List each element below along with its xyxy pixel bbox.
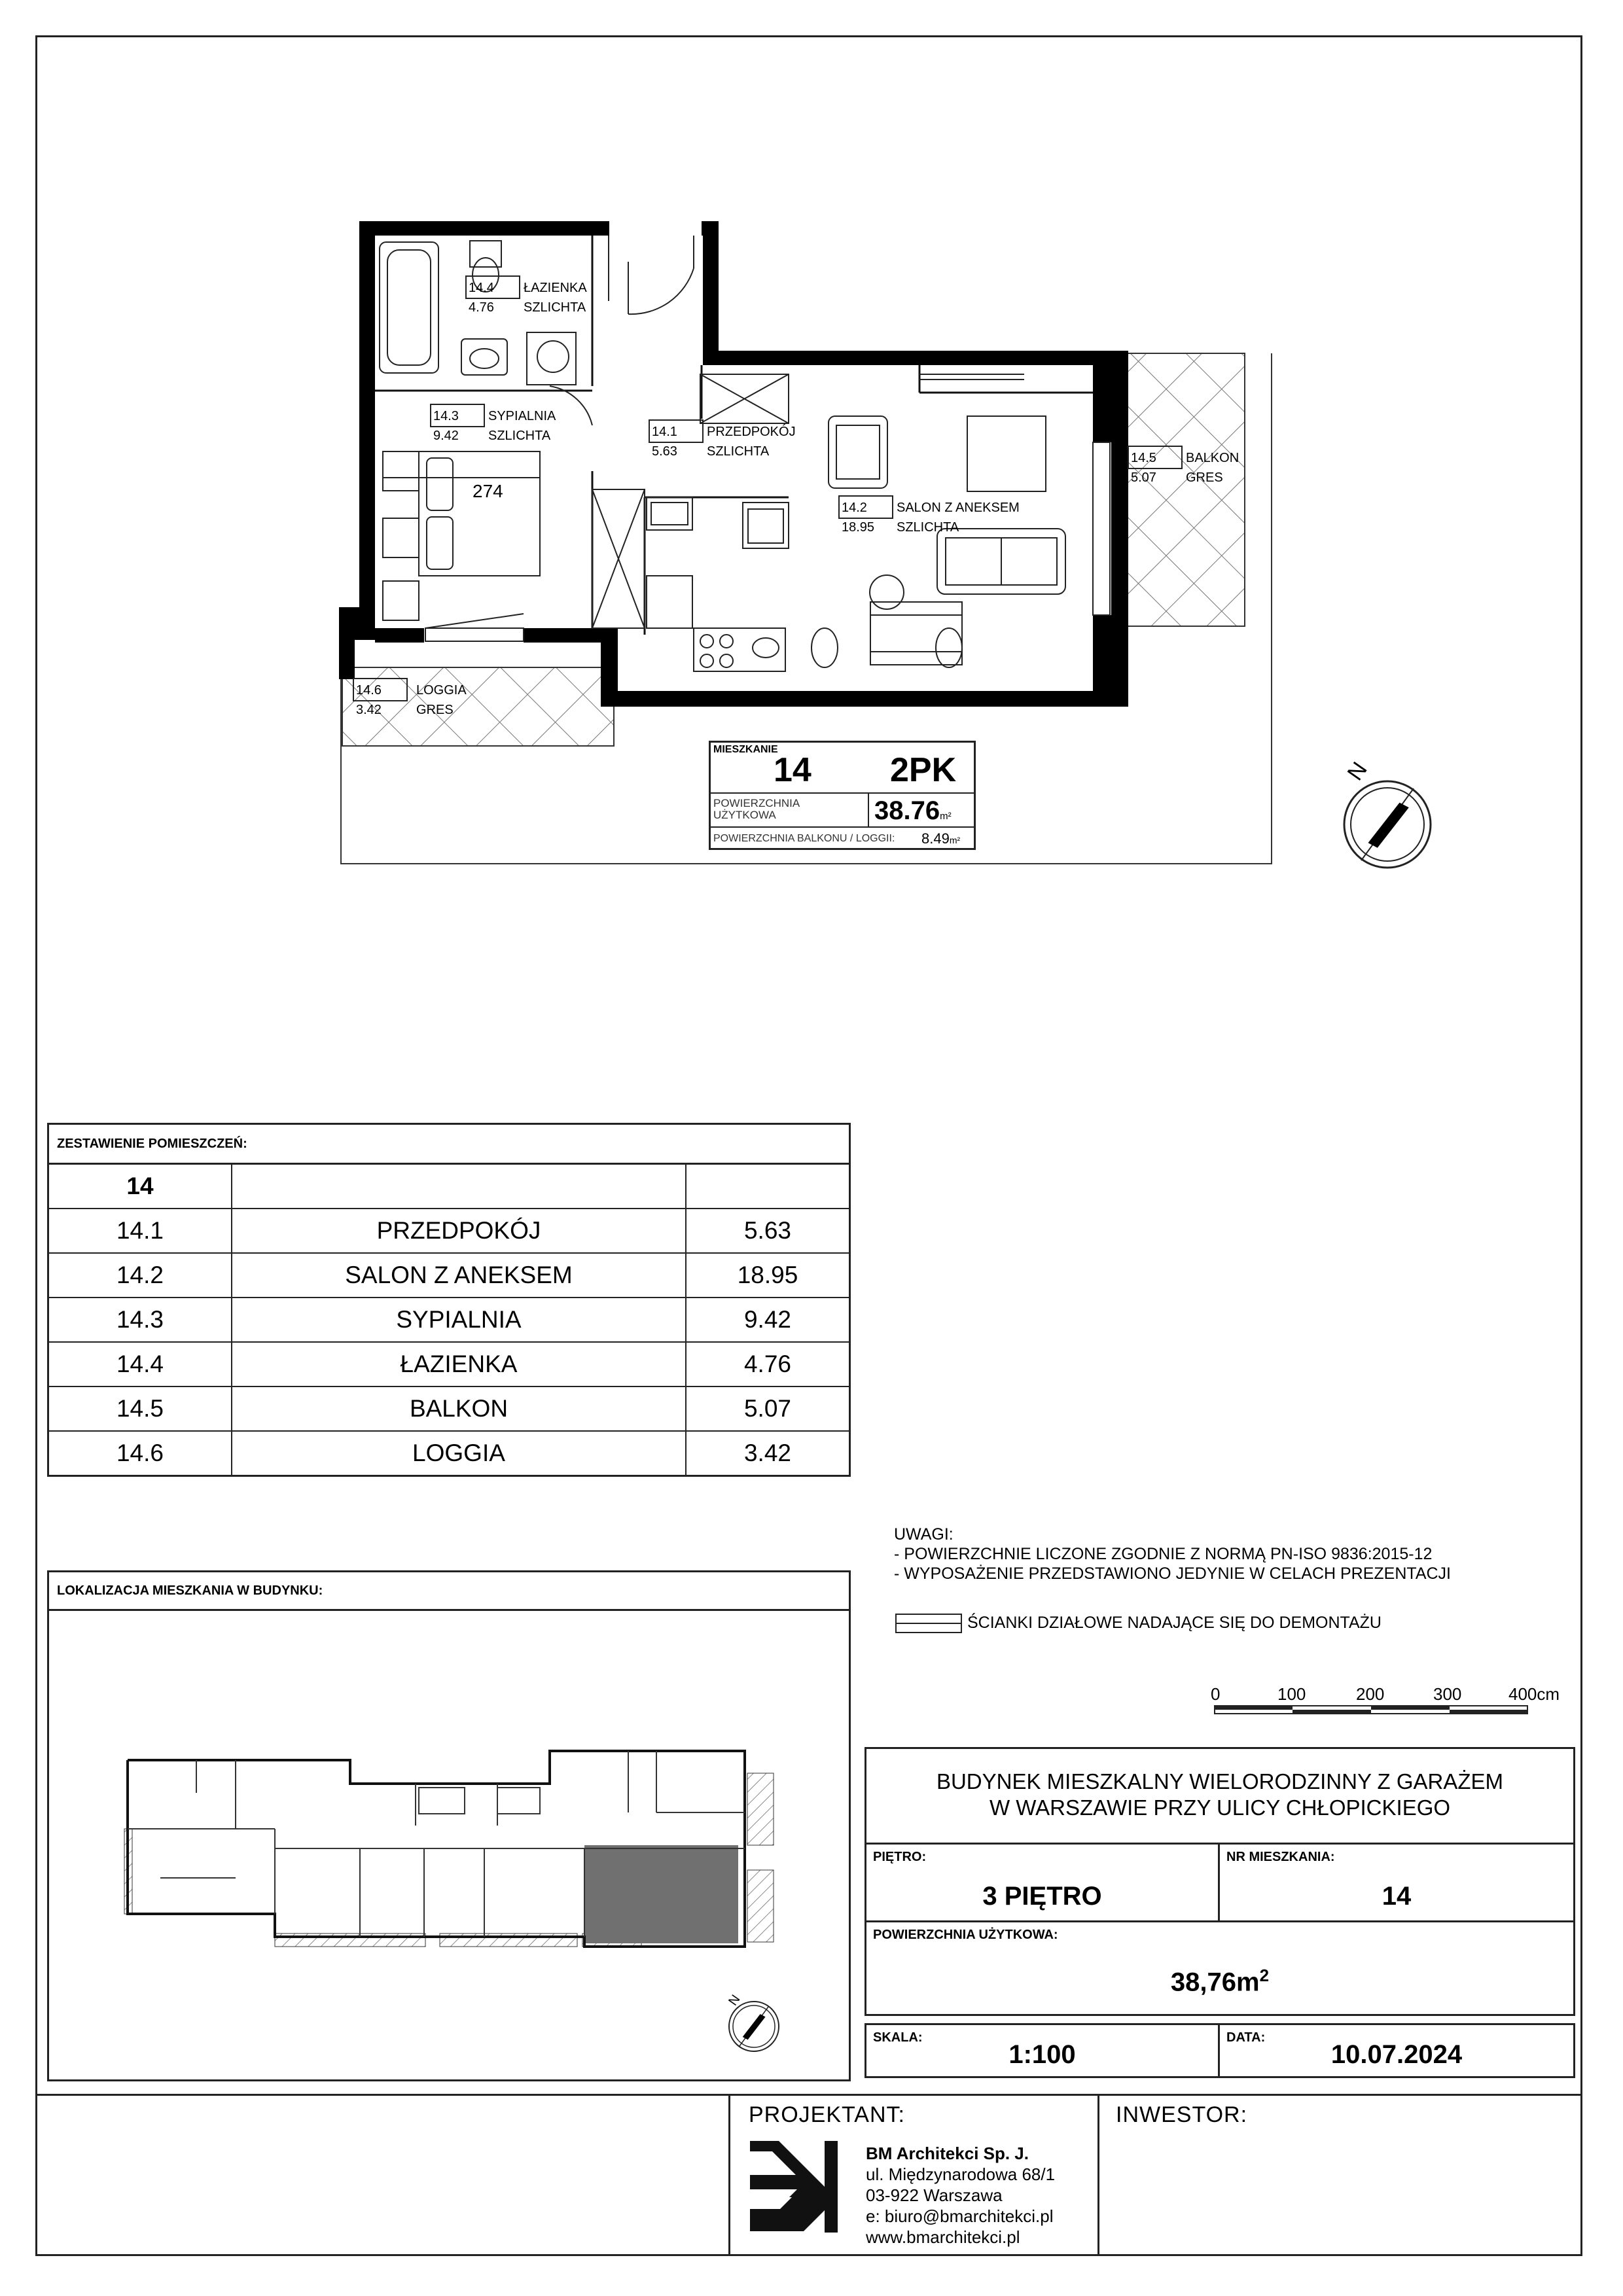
date-label: DATA: (1226, 2030, 1266, 2045)
living-area: 18.95 (842, 520, 875, 535)
company-web: www.bmarchitekci.pl (866, 2227, 1020, 2247)
table-row (49, 1342, 849, 1386)
room-name: SYPIALNIA (232, 1298, 686, 1342)
usable-value: 38.76m² (874, 796, 952, 825)
room-id: 14.5 (49, 1386, 232, 1431)
unit-label: MIESZKANIE (713, 744, 778, 755)
footer-divider (35, 2094, 1582, 2096)
dimension-label: 274 (473, 481, 503, 501)
legend-symbol (895, 1614, 962, 1633)
balcony-area-value: 8.49m² (921, 830, 961, 847)
company-logo-icon (746, 2138, 844, 2236)
footer-divider-v (728, 2094, 730, 2256)
notes-line: - POWIERZCHNIE LICZONE ZGODNIE Z NORMĄ PN-ISO 9836:2015-12 (894, 1545, 1433, 1563)
scale-label: 200 (1356, 1684, 1385, 1704)
room-id: 14.1 (49, 1209, 232, 1253)
notes-title: UWAGI: (894, 1525, 954, 1544)
room-area: 9.42 (686, 1298, 849, 1342)
hall-finish: SZLICHTA (707, 444, 770, 459)
area-value: $38,76m^2$ (1170, 1965, 1270, 1996)
table-row (49, 1253, 849, 1298)
floor-value: 3 PIĘTRO (982, 1882, 1102, 1911)
company-address-2: 03-922 Warszawa (866, 2185, 1003, 2205)
bath-finish: SZLICHTA (524, 300, 586, 315)
table-row (49, 1386, 849, 1431)
location-title: LOKALIZACJA MIESZKANIA W BUDYNKU: (49, 1572, 849, 1611)
footer-divider-v (1097, 2094, 1099, 2256)
scale-label: 0 (1211, 1684, 1221, 1704)
room-name: SALON Z ANEKSEM (232, 1253, 686, 1298)
room-name: BALKON (232, 1386, 686, 1431)
apartment-number-label: NR MIESZKANIA: (1226, 1850, 1335, 1864)
room-area: 5.07 (686, 1386, 849, 1431)
company-email: e: biuro@bmarchitekci.pl (866, 2206, 1054, 2226)
room-name: LOGGIA (232, 1431, 686, 1475)
room-id: 14.2 (49, 1253, 232, 1298)
kitchen-furniture (647, 374, 789, 671)
highlighted-apartment (584, 1845, 738, 1943)
usable-label: POWIERZCHNIA UŻYTKOWA (713, 797, 800, 821)
loggia-finish: GRES (416, 703, 454, 717)
balcony-num: 14.5 (1131, 451, 1156, 465)
bedroom-num: 14.3 (433, 409, 459, 423)
bedroom-name: SYPIALNIA (488, 409, 556, 423)
unit-type: 2PK (890, 751, 957, 789)
room-id: 14.6 (49, 1431, 232, 1475)
table-row (49, 1298, 849, 1342)
unit-info-box (709, 741, 976, 850)
bath-num: 14.4 (469, 281, 494, 295)
room-area: 18.95 (686, 1253, 849, 1298)
scale-cell (866, 2025, 1220, 2076)
room-area: 4.76 (686, 1342, 849, 1386)
room-id: 14.3 (49, 1298, 232, 1342)
balcony-area (1124, 353, 1245, 626)
bath-area: 4.76 (469, 300, 494, 315)
scale-value: 1:100 (1008, 2040, 1076, 2069)
date-cell (1220, 2025, 1573, 2076)
rooms-table-title: ZESTAWIENIE POMIESZCZEŃ: (49, 1125, 849, 1165)
rooms-table (47, 1123, 851, 1477)
compass-main (1322, 752, 1453, 883)
keyplan-compass-letter: N (726, 1992, 743, 2009)
hall-num: 14.1 (652, 425, 677, 439)
investor-label: INWESTOR: (1116, 2102, 1248, 2127)
balcony-finish: GRES (1186, 470, 1223, 485)
date-value: 10.07.2024 (1330, 2040, 1463, 2069)
room-id: 14.4 (49, 1342, 232, 1386)
scale-bar (1214, 1705, 1528, 1714)
loggia-name: LOGGIA (416, 683, 467, 698)
unit-number: 14 (774, 751, 812, 789)
title-block (865, 1747, 1575, 2016)
project-title: BUDYNEK MIESZKALNY WIELORODZINNY Z GARAŻEM W WARSZAWIE PRZY ULICY CHŁOPICKIEGO (866, 1749, 1573, 1845)
apartment-number-value: 14 (1382, 1882, 1412, 1911)
scale-label: 100 (1277, 1684, 1306, 1704)
company-info (866, 2143, 1055, 2248)
bedroom-finish: SZLICHTA (488, 429, 551, 443)
room-area: 3.42 (686, 1431, 849, 1475)
scale-date-block (865, 2023, 1575, 2078)
building-keyplan (118, 1740, 812, 1963)
bedroom-furniture (383, 451, 645, 628)
floor-label: PIĘTRO: (873, 1850, 927, 1864)
designer-label: PROJEKTANT: (749, 2102, 905, 2127)
company-name: BM Architekci Sp. J. (866, 2144, 1029, 2163)
table-row (49, 1165, 849, 1209)
hall-name: PRZEDPOKÓJ (707, 425, 796, 439)
area-label: POWIERZCHNIA UŻYTKOWA: (873, 1928, 1058, 1942)
bath-name: ŁAZIENKA (524, 281, 587, 295)
living-num: 14.2 (842, 501, 867, 515)
balcony-area-label: POWIERZCHNIA BALKONU / LOGGII: (713, 833, 895, 844)
keyplan-compass-icon (720, 1986, 798, 2064)
area-cell (866, 1922, 1573, 2014)
table-row (49, 1209, 849, 1253)
living-name: SALON Z ANEKSEM (897, 501, 1020, 515)
notes (894, 1525, 1451, 1583)
living-finish: SZLICHTA (897, 520, 959, 535)
bedroom-area: 9.42 (433, 429, 459, 443)
balcony-area: 5.07 (1131, 470, 1156, 485)
scale-label: SKALA: (873, 2030, 923, 2045)
apartment-number-cell (1220, 1845, 1573, 1920)
scale-label: 300 (1433, 1684, 1462, 1704)
hall-area: 5.63 (652, 444, 677, 459)
company-address-1: ul. Międzynarodowa 68/1 (866, 2164, 1056, 2184)
notes-line: - WYPOSAŻENIE PRZEDSTAWIONO JEDYNIE W CELACH PREZENTACJI (894, 1564, 1452, 1583)
scale-label: 400cm (1508, 1684, 1560, 1704)
compass-letter: N (1342, 757, 1372, 785)
legend-text: ŚCIANKI DZIAŁOWE NADAJĄCE SIĘ DO DEMONTAŻU (967, 1614, 1382, 1632)
loggia-area: 3.42 (356, 703, 382, 717)
room-name: PRZEDPOKÓJ (232, 1209, 686, 1253)
table-row (49, 1431, 849, 1475)
loggia-num: 14.6 (356, 683, 382, 698)
floor-cell (866, 1845, 1220, 1920)
room-area: 5.63 (686, 1209, 849, 1253)
balcony-name: BALKON (1186, 451, 1240, 465)
room-name: ŁAZIENKA (232, 1342, 686, 1386)
apartment-number: 14 (49, 1165, 232, 1209)
doors (425, 386, 592, 641)
